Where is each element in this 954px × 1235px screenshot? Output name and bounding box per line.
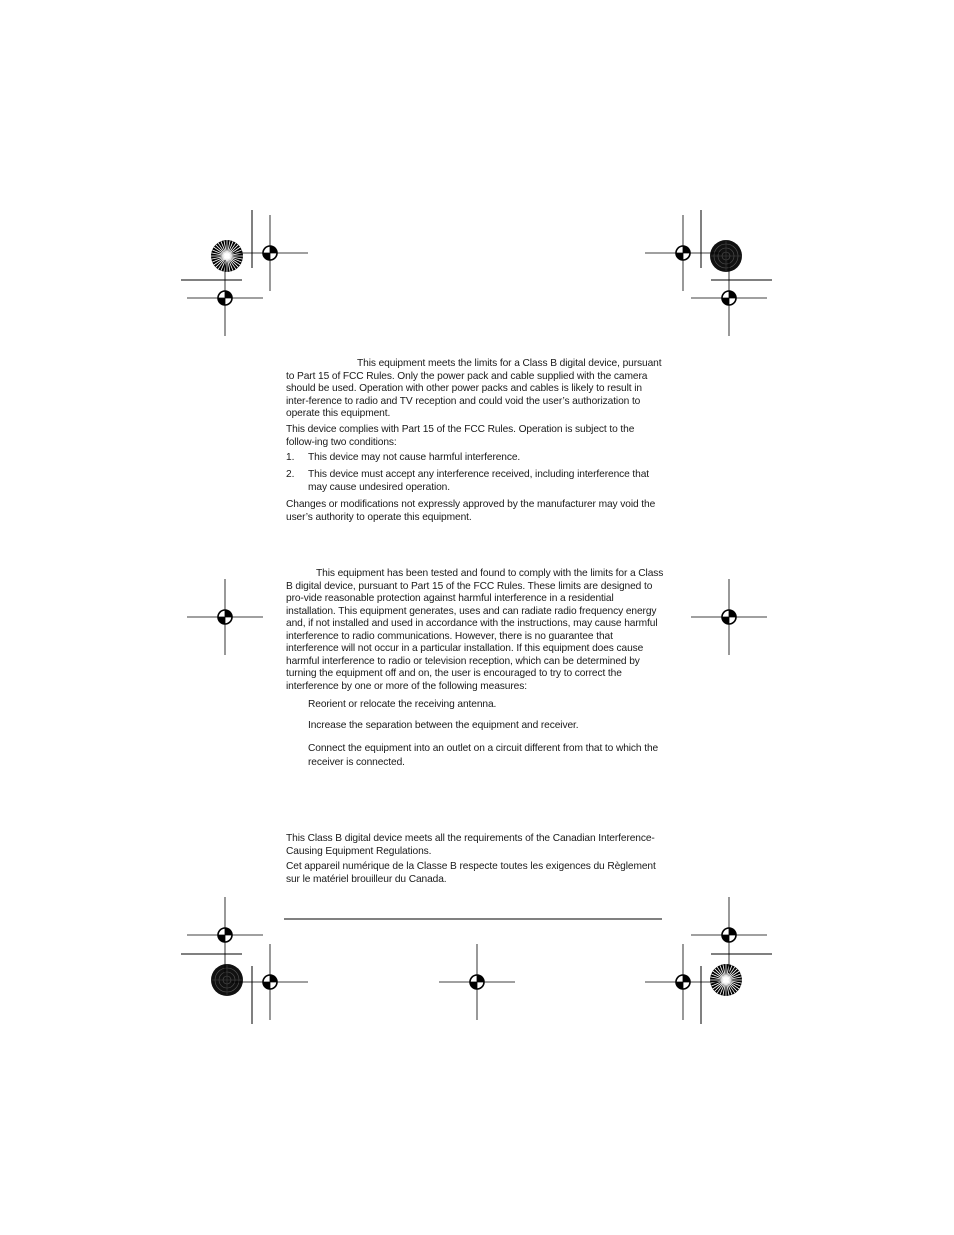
canada-english: This Class B digital device meets all the requirements of the Canadian Interference-Causing Equipment Regulations. [286, 833, 655, 857]
condition-text: This device must accept any interference received, including interference that may cause undesired operation. [308, 469, 650, 493]
fcc-condition-1 [286, 452, 664, 465]
canada-section-en [286, 833, 664, 858]
condition-number: 2. [286, 469, 295, 480]
condition-number: 1. [286, 452, 295, 463]
fcc-condition-2 [286, 469, 664, 495]
fcc-paragraph-3: Changes or modifications not expressly approved by the manufacturer may void the user’s authority to operate this equipment. [286, 499, 656, 523]
note-section [286, 568, 664, 693]
fcc-section [286, 358, 664, 421]
fcc-paragraph-3-block [286, 499, 664, 524]
condition-text: This device may not cause harmful interference. [308, 452, 521, 463]
note-paragraph: This equipment has been tested and found to comply with the limits for a Class B digital device, pursuant to Part 15 of the FCC Rules. These limits are designed to pro-vide reasonable protection against harmful interference in a residential installation. This equipment generates, uses and can radiate radio frequency energy and, if not installed and used in accordance with the instructions, may cause harmful interference to radio communications. However, there is no guarantee that interference will not occur in a particular installation. If this equipment does cause harmful interference to radio or television reception, which can be determined by turning the equipment off and on, the user is encouraged to try to correct the interference by one or more of the following measures: [286, 568, 664, 692]
fcc-paragraph-2: This device complies with Part 15 of the FCC Rules. Operation is subject to the follow-ing two conditions: [286, 424, 635, 448]
canada-french: Cet appareil numérique de la Classe B respecte toutes les exigences du Règlement sur le matériel brouilleur du Canada. [286, 861, 656, 885]
measure-text: Increase the separation between the equipment and receiver. [308, 720, 579, 731]
canada-section-fr [286, 861, 664, 886]
fcc-paragraph-1: This equipment meets the limits for a Class B digital device, pursuant to Part 15 of FCC Rules. Only the power pack and cable supplied with the camera should be used. Operation with other power packs and cables is likely to result in inter-ference to radio and TV reception and could void the user’s authorization to operate this equipment. [286, 358, 662, 419]
fcc-paragraph-2-block [286, 424, 664, 449]
measure-text: Connect the equipment into an outlet on a circuit different from that to which the receiver is connected. [308, 743, 659, 768]
measure-text: Reorient or relocate the receiving antenna. [308, 699, 497, 710]
